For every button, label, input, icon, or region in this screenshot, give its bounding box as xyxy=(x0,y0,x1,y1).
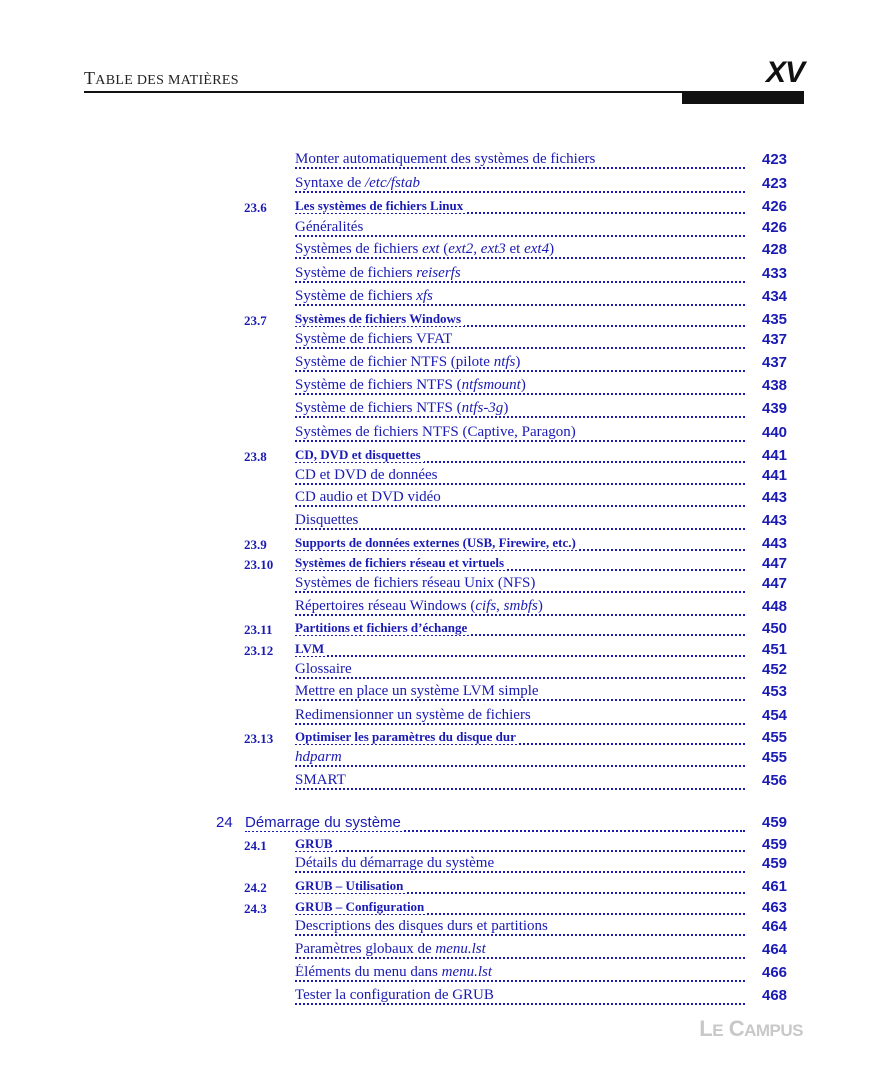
toc-entry-title xyxy=(295,836,745,852)
toc-entry-number: 23.7 xyxy=(244,313,267,328)
toc-entry-label xyxy=(295,683,542,699)
toc-entry-page: 463 xyxy=(762,899,788,916)
toc-entry-text-part: Détails du démarrage du système xyxy=(295,855,495,871)
toc-entry-text-part: Système de fichiers NTFS ( xyxy=(295,377,462,393)
toc-entry-page: 459 xyxy=(762,855,788,872)
toc-entry-text-part: ) xyxy=(537,598,543,614)
toc-entry-text-part: smbfs xyxy=(503,598,538,614)
toc-entry-page: 450 xyxy=(762,620,788,637)
toc-entry-number: 23.12 xyxy=(244,643,274,658)
toc-entry-text-part: Démarrage du système xyxy=(245,814,401,831)
toc-entry-page: 423 xyxy=(762,175,788,192)
toc-entry-text-part: Supports de données externes (USB, Firewire, etc.) xyxy=(295,535,576,550)
toc-entry-text-part: Descriptions des disques durs et partitions xyxy=(295,918,548,934)
toc-entry-page: 459 xyxy=(762,836,788,853)
toc-entry-number: 23.8 xyxy=(244,449,267,464)
toc-entry-label xyxy=(295,620,470,635)
toc-entry-title xyxy=(295,683,745,700)
toc-entry-text-part: ) xyxy=(503,400,509,416)
toc-entry-label xyxy=(295,555,507,570)
toc-entry-title xyxy=(295,918,745,935)
toc-entry-page: 455 xyxy=(762,749,788,766)
toc-entry-page: 448 xyxy=(762,598,788,615)
toc-entry-page: 423 xyxy=(762,151,788,168)
toc-entry-label xyxy=(295,855,497,871)
toc-entry-label xyxy=(295,941,489,957)
toc-entry-label xyxy=(295,467,440,483)
toc-entry-text-part: CD et DVD de données xyxy=(295,467,438,483)
toc-entry-label xyxy=(295,707,534,723)
toc-entry-text-part: hdparm xyxy=(295,749,342,765)
toc-entry-text-part: ( xyxy=(439,241,449,257)
toc-entry-page: 454 xyxy=(762,707,788,724)
toc-entry-title xyxy=(295,219,745,236)
toc-entry-title xyxy=(295,288,745,305)
toc-entry-title xyxy=(295,354,745,371)
toc-entry-number: 24.2 xyxy=(244,880,267,895)
toc-entry-text-part: /etc/fstab xyxy=(364,175,420,191)
toc-entry-page: 440 xyxy=(762,424,788,441)
running-title: TABLE DES MATIÈRES xyxy=(84,68,239,88)
toc-entry-page: 435 xyxy=(762,311,788,328)
toc-entry-label xyxy=(295,641,327,656)
toc-entry-label xyxy=(295,151,598,167)
toc-entry-text-part: Répertoires réseau Windows ( xyxy=(295,598,476,614)
toc-entry-label xyxy=(295,489,444,505)
toc-entry-label xyxy=(295,512,361,528)
toc-entry-label xyxy=(295,749,345,765)
toc-entry-text-part: Glossaire xyxy=(295,661,352,677)
toc-entry-text-part: Redimensionner un système de fichiers xyxy=(295,707,531,723)
toc-entry-text-part: ext4 xyxy=(524,241,550,257)
toc-entry-title xyxy=(295,575,745,592)
toc-entry-text-part: Monter automatiquement des systèmes de fichiers xyxy=(295,151,596,167)
toc-entry-label xyxy=(245,814,404,831)
toc-entry-page: 464 xyxy=(762,918,788,935)
toc-entry-title xyxy=(295,400,745,417)
toc-entry-title xyxy=(295,241,745,258)
toc-entry-title xyxy=(245,814,745,831)
toc-entry-label xyxy=(295,265,464,281)
toc-entry-label xyxy=(295,729,519,744)
toc-entry-page: 443 xyxy=(762,535,788,552)
toc-entry-text-part: Système de fichier NTFS (pilote xyxy=(295,354,494,370)
toc-entry-number: 23.10 xyxy=(244,557,274,572)
page-number: XV xyxy=(765,56,804,89)
toc-entry-text-part: cifs xyxy=(475,598,497,614)
toc-entry-page: 455 xyxy=(762,729,788,746)
toc-entry-title xyxy=(295,489,745,506)
toc-entry-page: 438 xyxy=(762,377,788,394)
toc-entry-title xyxy=(295,331,745,348)
toc-entry-text-part: Tester la configuration de GRUB xyxy=(295,987,494,1003)
toc-entry-label xyxy=(295,447,424,462)
toc-entry-text-part: Système de fichiers VFAT xyxy=(295,331,453,347)
toc-entry-label xyxy=(295,198,466,213)
toc-entry-label xyxy=(295,354,523,370)
toc-entry-page: 439 xyxy=(762,400,788,417)
toc-entry-title xyxy=(295,265,745,282)
toc-entry-label xyxy=(295,918,551,934)
page-header xyxy=(84,56,804,106)
toc-entry-title xyxy=(295,198,745,214)
toc-entry-page: 441 xyxy=(762,447,788,464)
toc-entry-label xyxy=(295,964,495,980)
toc-entry-title xyxy=(295,512,745,529)
toc-entry-text-part: Systèmes de fichiers NTFS (Captive, Paragon) xyxy=(295,424,576,440)
toc-entry-title xyxy=(295,447,745,463)
toc-entry-title xyxy=(295,535,745,551)
toc-entry-text-part: Systèmes de fichiers réseau Unix (NFS) xyxy=(295,575,536,591)
toc-entry-page: 443 xyxy=(762,489,788,506)
toc-entry-label xyxy=(295,377,529,393)
toc-entry-text-part: Systèmes de fichiers Windows xyxy=(295,311,461,326)
toc-entry-text-part: ntfs xyxy=(493,354,516,370)
toc-entry-text-part: Système de fichiers xyxy=(295,265,417,281)
toc-entry-text-part: GRUB – Configuration xyxy=(295,899,425,914)
toc-entry-page: 443 xyxy=(762,512,788,529)
toc-entry-text-part: CD, DVD et disquettes xyxy=(295,447,421,462)
toc-entry-label xyxy=(295,311,464,326)
toc-entry-text-part: ntfs-3g xyxy=(461,400,504,416)
toc-entry-title xyxy=(295,899,745,915)
toc-entry-text-part: Généralités xyxy=(295,219,364,235)
toc-entry-title xyxy=(295,964,745,981)
toc-entry-text-part: LVM xyxy=(295,641,325,656)
toc-entry-text-part: Système de fichiers NTFS ( xyxy=(295,400,462,416)
toc-entry-page: 426 xyxy=(762,219,788,236)
header-bar xyxy=(682,93,804,104)
toc-entry-text-part: reiserfs xyxy=(416,265,461,281)
toc-entry-page: 466 xyxy=(762,964,788,981)
toc-entry-page: 447 xyxy=(762,575,788,592)
toc-entry-page: 461 xyxy=(762,878,788,895)
toc-entry-number: 23.13 xyxy=(244,731,274,746)
toc-entry-label xyxy=(295,175,423,191)
toc-entry-page: 452 xyxy=(762,661,788,678)
toc-entry-label xyxy=(295,772,349,788)
toc-entry-page: 468 xyxy=(762,987,788,1004)
toc-entry-text-part: Optimiser les paramètres du disque dur xyxy=(295,729,516,744)
toc-entry-text-part: Éléments du menu dans xyxy=(295,964,442,980)
toc-entry-text-part: ) xyxy=(515,354,521,370)
toc-entry-title xyxy=(295,424,745,441)
toc-entry-title xyxy=(295,555,745,571)
toc-entry-label xyxy=(295,661,355,677)
toc-entry-number: 23.6 xyxy=(244,200,267,215)
toc-entry-text-part: Systèmes de fichiers réseau et virtuels xyxy=(295,555,505,570)
toc-entry-page: 459 xyxy=(762,814,788,831)
toc-entry-text-part: Disquettes xyxy=(295,512,359,528)
toc-entry-text-part: Syntaxe de xyxy=(295,175,365,191)
toc-entry-text-part: ) xyxy=(520,377,526,393)
toc-entry-text-part: CD audio et DVD vidéo xyxy=(295,489,441,505)
toc-entry-text-part: GRUB – Utilisation xyxy=(295,878,404,893)
toc-entry-text-part: Systèmes de fichiers xyxy=(295,241,423,257)
toc-entry-page: 434 xyxy=(762,288,788,305)
toc-entry-page: 451 xyxy=(762,641,788,658)
toc-entry-page: 433 xyxy=(762,265,788,282)
toc-entry-number: 24 xyxy=(216,814,233,831)
toc-entry-text-part: ext3 xyxy=(480,241,506,257)
toc-entry-text-part: , xyxy=(496,598,504,614)
toc-entry-label xyxy=(295,241,557,257)
toc-entry-label xyxy=(295,598,546,614)
toc-entry-number: 23.9 xyxy=(244,537,267,552)
toc-entry-title xyxy=(295,641,745,657)
toc-entry-text-part: et xyxy=(505,241,525,257)
toc-entry-title xyxy=(295,707,745,724)
toc-entry-text-part: ) xyxy=(549,241,555,257)
toc-entry-label xyxy=(295,535,579,550)
toc-entry-number: 24.1 xyxy=(244,838,267,853)
toc-entry-title xyxy=(295,377,745,394)
toc-entry-title xyxy=(295,151,745,168)
toc-entry-title xyxy=(295,878,745,894)
toc-entry-page: 437 xyxy=(762,331,788,348)
toc-entry-number: 24.3 xyxy=(244,901,267,916)
toc-entry-title xyxy=(295,729,745,745)
toc-entry-title xyxy=(295,749,745,766)
toc-entry-title xyxy=(295,620,745,636)
toc-entry-page: 456 xyxy=(762,772,788,789)
toc-entry-text-part: ntfsmount xyxy=(461,377,521,393)
toc-entry-label xyxy=(295,575,538,591)
toc-entry-page: 437 xyxy=(762,354,788,371)
toc-entry-page: 428 xyxy=(762,241,788,258)
toc-entry-title xyxy=(295,855,745,872)
toc-entry-label xyxy=(295,400,511,416)
toc-entry-label xyxy=(295,331,455,347)
toc-entry-title xyxy=(295,772,745,789)
toc-entry-page: 426 xyxy=(762,198,788,215)
toc-entry-text-part: menu.lst xyxy=(441,964,493,980)
toc-entry-number: 23.11 xyxy=(244,622,273,637)
toc-entry-page: 464 xyxy=(762,941,788,958)
toc-entry-title xyxy=(295,175,745,192)
toc-entry-title xyxy=(295,598,745,615)
toc-entry-title xyxy=(295,467,745,484)
toc-entry-text-part: menu.lst xyxy=(435,941,486,957)
toc-entry-text-part: Les systèmes de fichiers Linux xyxy=(295,198,464,213)
toc-entry-text-part: Paramètres globaux de xyxy=(295,941,436,957)
toc-entry-title xyxy=(295,661,745,678)
toc-entry-text-part: Partitions et fichiers d’échange xyxy=(295,620,468,635)
toc-entry-page: 453 xyxy=(762,683,788,700)
toc-entry-text-part: ext xyxy=(422,241,440,257)
toc-entry-text-part: SMART xyxy=(295,772,346,788)
toc-entry-label xyxy=(295,219,366,235)
toc-entry-label xyxy=(295,899,427,914)
toc-entry-text-part: , xyxy=(473,241,481,257)
toc-entry-text-part: Système de fichiers xyxy=(295,288,417,304)
toc-entry-text-part: ext2 xyxy=(448,241,474,257)
toc-entry-title xyxy=(295,987,745,1004)
publisher-logo: LE CAMPUS xyxy=(699,1016,803,1041)
toc-entry-page: 441 xyxy=(762,467,788,484)
toc-entry-label xyxy=(295,987,497,1003)
toc-entry-text-part: GRUB xyxy=(295,836,333,851)
toc-entry-text-part: Mettre en place un système LVM simple xyxy=(295,683,539,699)
toc-entry-label xyxy=(295,878,406,893)
toc-entry-label xyxy=(295,836,336,851)
toc-entry-label xyxy=(295,288,436,304)
toc-entry-title xyxy=(295,941,745,958)
toc-entry-page: 447 xyxy=(762,555,788,572)
toc-entry-title xyxy=(295,311,745,327)
toc-entry-label xyxy=(295,424,579,440)
toc-entry-text-part: xfs xyxy=(416,288,433,304)
